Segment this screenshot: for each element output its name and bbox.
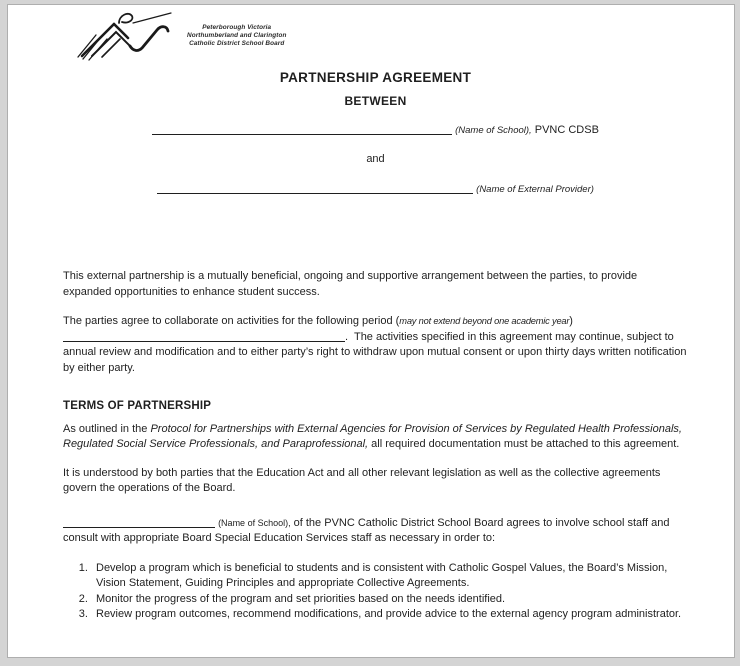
school-clause-blank[interactable] [63,526,215,528]
board-name-line2: Northumberland and Clarington [187,32,287,39]
period-constraint-note: may not extend beyond one academic year [399,316,570,326]
education-act-paragraph: It is understood by both parties that the Education Act and all other relevant legislation as well as the collective agreements govern the operations of the Board. [63,466,664,494]
board-name-line3: Catholic District School Board [189,40,285,47]
provider-name-line [63,183,688,198]
period-blank[interactable] [63,340,345,342]
provider-name-blank[interactable] [157,192,473,194]
school-clause-label: (Name of School), [218,517,291,528]
board-header [75,11,688,66]
obligations-list [63,561,688,623]
protocol-title: Protocol for Partnerships with External Agencies for Provision of Services by Regulated Health Professionals, Regulated Social Service Professionals, and Paraprofessional, [63,422,682,450]
document-title: PARTNERSHIP AGREEMENT [279,70,472,85]
obligation-item-1: 1. Develop a program which is beneficial to students and is consistent with Catholic Gospel Values, the Board’s Mission, Vision Statement, Guiding Principles and appropriate Collective Agreements. [91,561,688,592]
school-name-suffix: PVNC CDSB [531,124,599,136]
document-subtitle: BETWEEN [344,94,407,108]
school-name-line [63,124,688,139]
mutual-benefit-paragraph: This external partnership is a mutually beneficial, ongoing and supportive arrangement between the parties, to provide expanded opportunities to enhance student success. [63,270,641,298]
school-clause-paragraph: (Name of School), of the PVNC Catholic District School Board agrees to involve school staff and consult with appropriate Board Special Education Services staff as necessary in order to: [63,516,673,544]
obligation-item-2: 2. Monitor the progress of the program and set priorities based on the needs identified. [91,592,688,608]
document-content [8,11,734,623]
school-name-label: (Name of School), [455,125,532,136]
collaboration-period-paragraph: The parties agree to collaborate on activities for the following period (may not extend beyond one academic year) . The activities specified in this agreement may continue, subject to annual review and modification and to either party’s right to withdraw upon mutual consent or upon thirty days written notification by either party. [63,315,690,374]
board-name [187,24,286,48]
obligation-item-3: 3. Review program outcomes, recommend modifications, and provide advice to the external agency program administrator. [91,607,688,623]
protocol-paragraph: As outlined in the Protocol for Partnerships with External Agencies for Provision of Services by Regulated Health Professionals, Regulated Social Service Professionals, and Paraprofessional, all required documentation must be attached to this agreement. [63,422,682,450]
school-name-blank[interactable] [152,133,452,135]
terms-heading: TERMS OF PARTNERSHIP [63,400,212,412]
parties-connector: and [366,153,385,165]
document-page [7,4,735,658]
board-name-line1: Peterborough Victoria [202,24,272,31]
board-logo-icon [75,11,180,66]
provider-name-label: (Name of External Provider) [476,184,594,195]
